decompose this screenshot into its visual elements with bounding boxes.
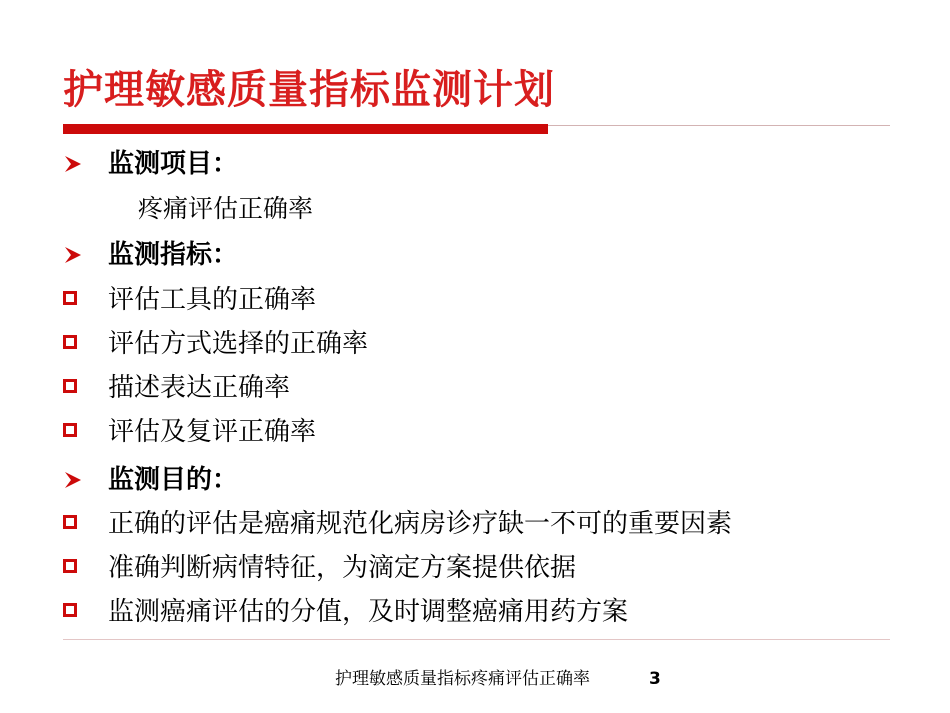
arrow-bullet-icon	[63, 471, 83, 489]
list-item-text: 评估工具的正确率	[108, 285, 317, 315]
square-bullet-icon	[63, 603, 77, 617]
footer-divider	[63, 639, 890, 640]
square-bullet-icon	[63, 423, 77, 437]
square-bullet-icon	[63, 559, 77, 573]
list-item-text: 评估及复评正确率	[108, 417, 317, 447]
square-bullet-icon	[63, 515, 77, 529]
arrow-bullet-icon	[63, 155, 83, 173]
list-item-text: 正确的评估是癌痛规范化病房诊疗缺一不可的重要因素	[108, 509, 733, 539]
monitoring-item-text: 疼痛评估正确率	[138, 194, 314, 223]
list-item-text: 准确判断病情特征，为滴定方案提供依据	[108, 553, 577, 583]
page-number: 3	[649, 669, 661, 689]
slide-title: 护理敏感质量指标监测计划	[63, 67, 555, 113]
square-bullet-icon	[63, 335, 77, 349]
list-item-text: 监测癌痛评估的分值，及时调整癌痛用药方案	[108, 597, 629, 627]
list-item-text: 评估方式选择的正确率	[108, 329, 369, 359]
section-heading-text: 监测目的：	[108, 465, 239, 495]
title-underline-rule	[548, 125, 890, 126]
section-heading-text: 监测项目：	[108, 149, 239, 179]
title-underline-bar	[63, 124, 548, 134]
arrow-bullet-icon	[63, 246, 83, 264]
footer-title: 护理敏感质量指标疼痛评估正确率	[335, 669, 590, 689]
list-item-text: 描述表达正确率	[108, 373, 291, 403]
square-bullet-icon	[63, 379, 77, 393]
section-heading-text: 监测指标：	[108, 240, 239, 270]
square-bullet-icon	[63, 291, 77, 305]
